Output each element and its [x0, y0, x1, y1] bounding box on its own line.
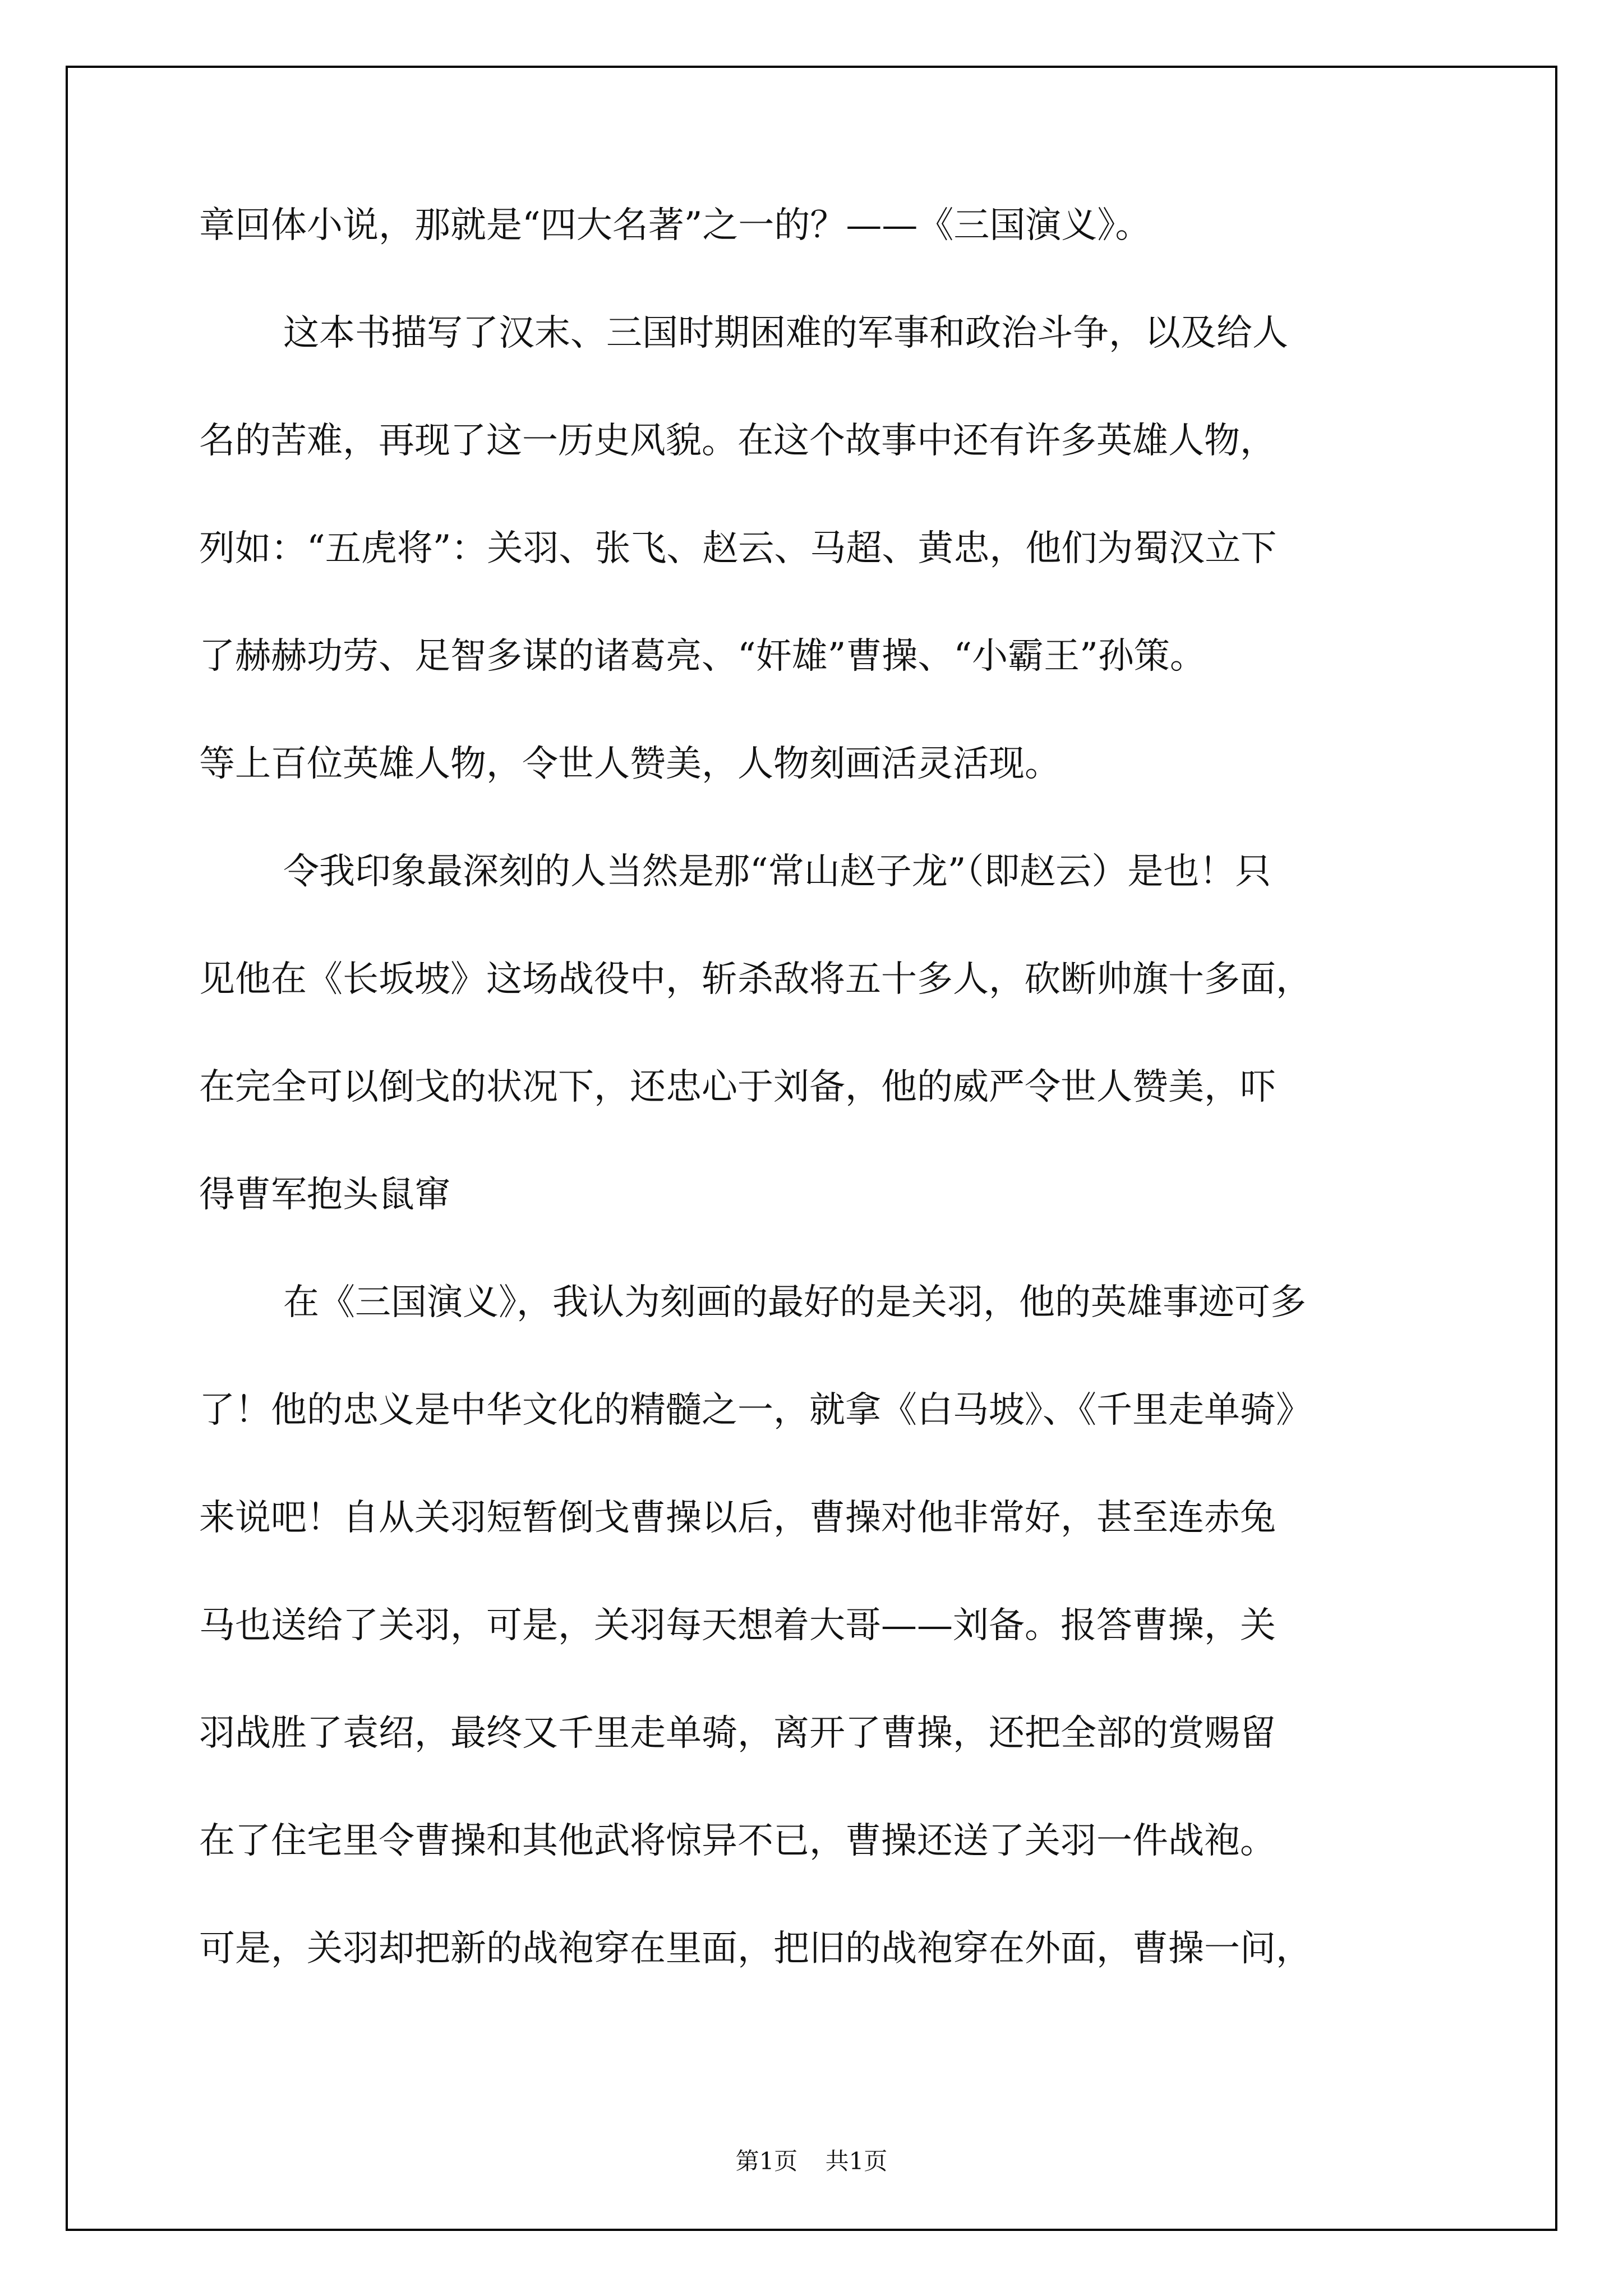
text-line: 在完全可以倒戈的状况下，还忠心于刘备，他的威严令世人赞美，吓: [199, 1066, 1276, 1108]
text-line: 了赫赫功劳、足智多谋的诸葛亮、“奸雄”曹操、“小霸王”孙策。: [199, 636, 1206, 677]
text-line: 列如：“五虎将”：关羽、张飞、赵云、马超、黄忠，他们为蜀汉立下: [199, 528, 1277, 569]
text-line: 羽战胜了袁绍，最终又千里走单骑，离开了曹操，还把全部的赏赐留: [199, 1713, 1276, 1754]
page-border: [66, 66, 1557, 2231]
paragraph-line: 在《三国演义》，我认为刻画的最好的是关羽，他的英雄事迹可多: [283, 1282, 1306, 1323]
text-line: 得曹军抱头鼠窜: [199, 1174, 450, 1216]
text-line: 章回体小说，那就是“四大名著”之一的？——《三国演义》。: [199, 205, 1151, 246]
text-line: 了！他的忠义是中华文化的精髓之一，就拿《白马坡》、《千里走单骑》: [199, 1389, 1312, 1431]
text-line: 马也送给了关羽，可是，关羽每天想着大哥——刘备。报答曹操，关: [199, 1605, 1276, 1646]
text-line: 等上百位英雄人物，令世人赞美，人物刻画活灵活现。: [199, 743, 1061, 785]
paragraph-line: 这本书描写了汉末、三国时期困难的军事和政治斗争，以及给人: [283, 312, 1288, 354]
text-line: 名的苦难，再现了这一历史风貌。在这个故事中还有许多英雄人物，: [199, 420, 1276, 462]
page-number: 第1页: [735, 2147, 798, 2175]
text-line: 可是，关羽却把新的战袍穿在里面，把旧的战袍穿在外面，曹操一问，: [199, 1928, 1312, 1970]
text-line: 在了住宅里令曹操和其他武将惊异不已，曹操还送了关羽一件战袍。: [199, 1820, 1276, 1862]
paragraph-line: 令我印象最深刻的人当然是那“常山赵子龙”（即赵云）是也！只: [283, 851, 1271, 892]
text-line: 来说吧！自从关羽短暂倒戈曹操以后，曹操对他非常好，甚至连赤兔: [199, 1497, 1276, 1539]
text-line: 见他在《长坂坡》这场战役中，斩杀敌将五十多人，砍断帅旗十多面，: [199, 959, 1312, 1000]
page-footer: [0, 2143, 1623, 2177]
page-total: 共1页: [825, 2147, 888, 2175]
